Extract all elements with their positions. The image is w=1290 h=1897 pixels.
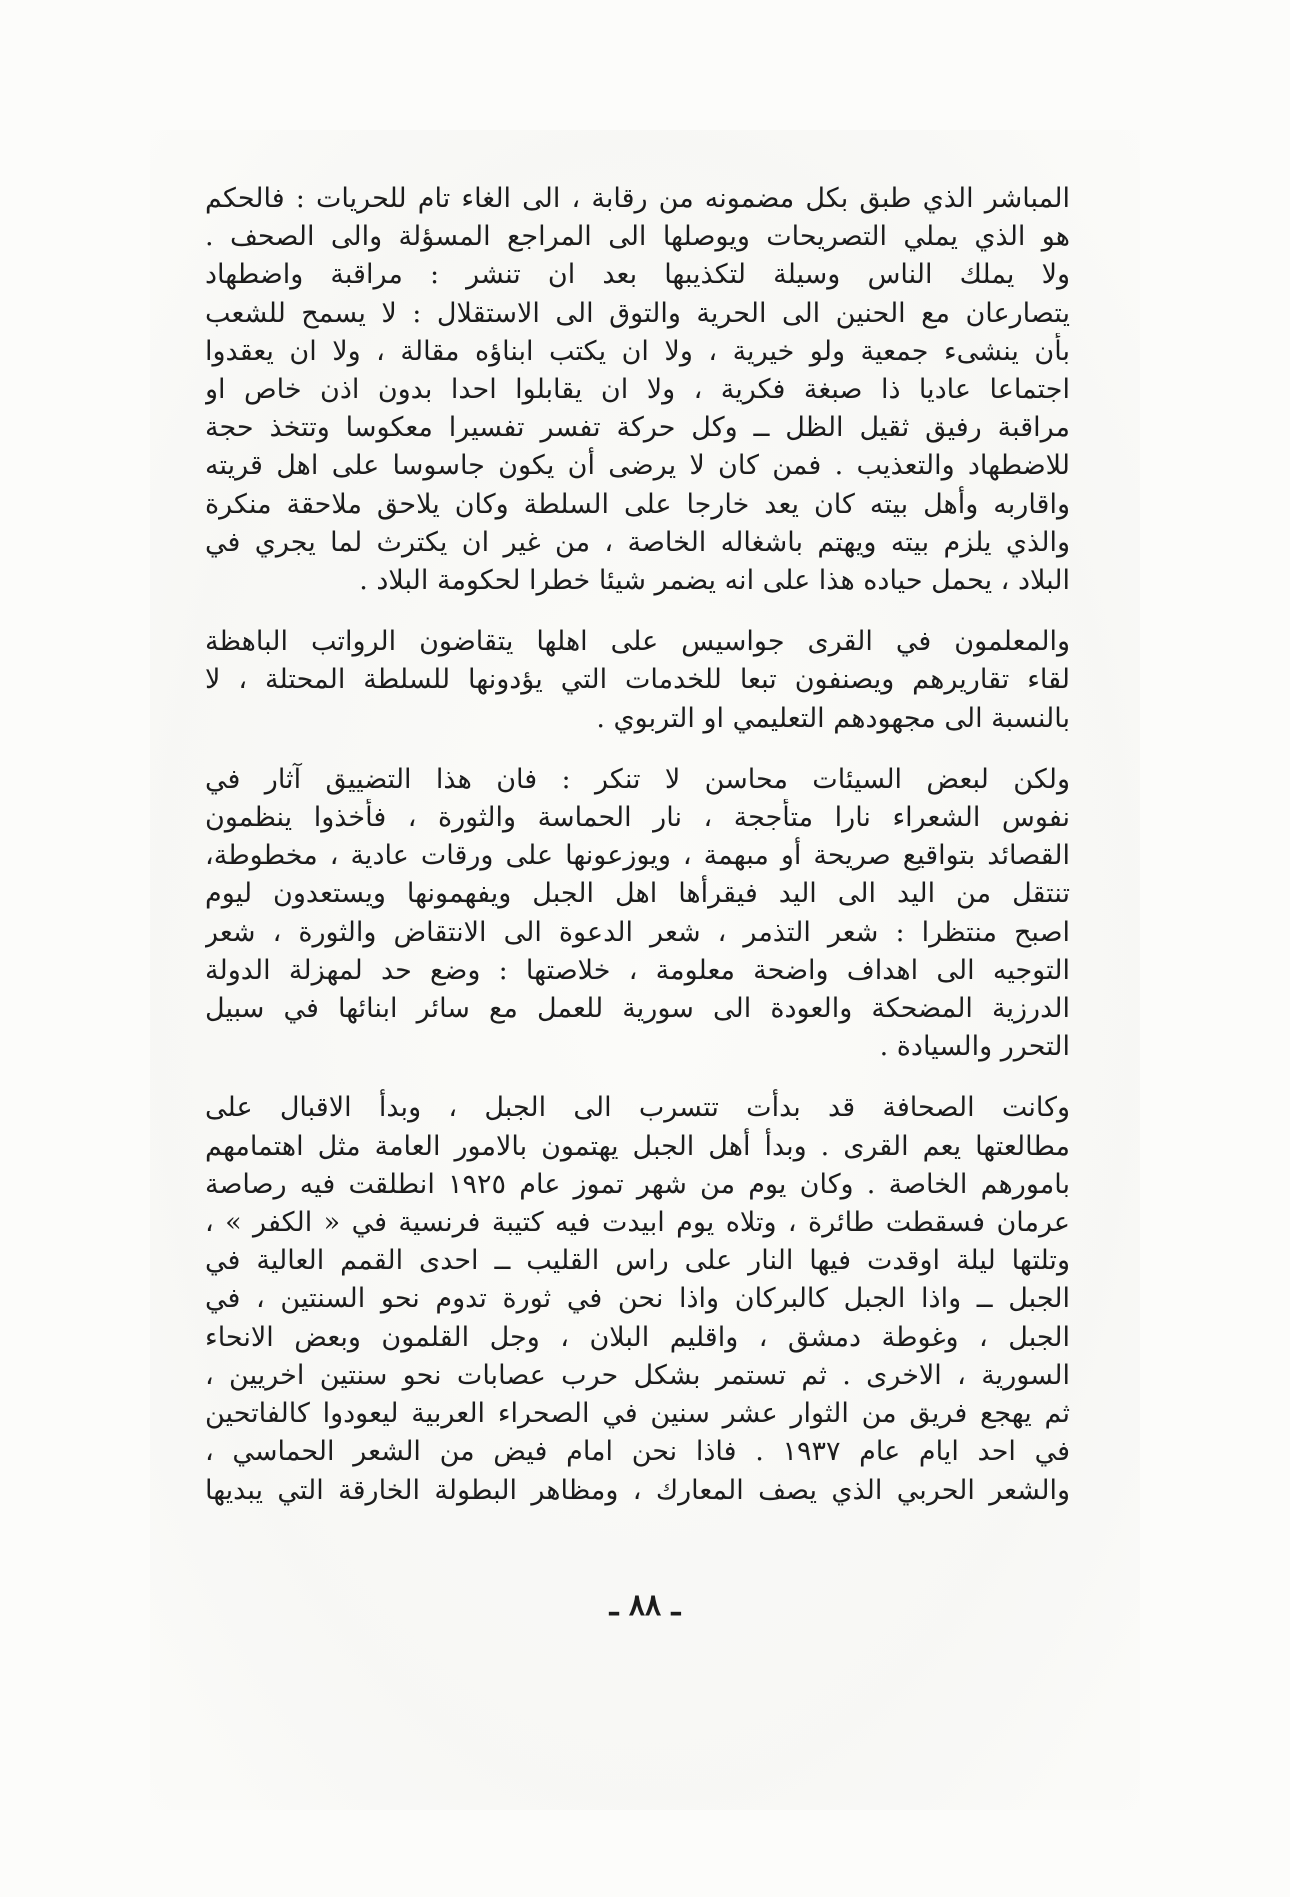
text-line: عرمان فسقطت طائرة ، وتلاه يوم ابيدت فيه كتيبة فرنسية في « الكفر » ، xyxy=(205,1207,1070,1239)
text-line: والمعلمون في القرى جواسيس على اهلها يتقاضون الرواتب الباهظة xyxy=(205,626,1070,658)
text-line: وتلتها ليلة اوقدت فيها النار على راس القليب ــ احدى القمم العالية في xyxy=(205,1245,1070,1277)
text-line: للاضطهاد والتعذيب . فمن كان لا يرضى أن يكون جاسوسا على اهل قريته xyxy=(205,450,1070,482)
text-line: الجبل ، وغوطة دمشق ، واقليم البلان ، وجل القلمون وبعض الانحاء xyxy=(205,1321,1070,1353)
paragraph-1 xyxy=(205,180,1070,600)
text-line: يتصارعان مع الحنين الى الحرية والتوق الى الاستقلال : لا يسمح للشعب xyxy=(205,297,1070,329)
text-line: بالنسبة الى مجهودهم التعليمي او التربوي . xyxy=(596,702,1070,734)
text-line: تنتقل من اليد الى اليد فيقرأها اهل الجبل ويفهمونها ويستعدون ليوم xyxy=(205,878,1070,910)
text-line: ولا يملك الناس وسيلة لتكذيبها بعد ان تنشر : مراقبة واضطهاد xyxy=(205,259,1070,291)
text-line: ولكن لبعض السيئات محاسن لا تنكر : فان هذا التضييق آثار في xyxy=(205,763,1070,795)
text-line: بامورهم الخاصة . وكان يوم من شهر تموز عام ١٩٢٥ انطلقت فيه رصاصة xyxy=(205,1168,1070,1200)
text-line: نفوس الشعراء نارا متأججة ، نار الحماسة والثورة ، فأخذوا ينظمون xyxy=(205,802,1070,834)
text-line: وكانت الصحافة قد بدأت تتسرب الى الجبل ، وبدأ الاقبال على xyxy=(205,1092,1070,1124)
text-line: اصبح منتظرا : شعر التذمر ، شعر الدعوة الى الانتقاض والثورة ، شعر xyxy=(205,916,1070,948)
text-line: مراقبة رفيق ثقيل الظل ــ وكل حركة تفسر تفسيرا معكوسا وتتخذ حجة xyxy=(205,412,1070,444)
text-line: والذي يلزم بيته ويهتم باشغاله الخاصة ، من غير ان يكترث لما يجري في xyxy=(205,526,1070,558)
paragraph-4 xyxy=(205,1089,1070,1509)
text-line: واقاربه وأهل بيته كان يعد خارجا على السلطة وكان يلاحق ملاحقة منكرة xyxy=(205,488,1070,520)
text-line: المباشر الذي طبق بكل مضمونه من رقابة ، الى الغاء تام للحريات : فالحكم xyxy=(205,183,1070,214)
text-line: التحرر والسيادة . xyxy=(879,1031,1070,1063)
text-line: الجبل ــ واذا الجبل كالبركان واذا نحن في ثورة تدوم نحو السنتين ، في xyxy=(205,1283,1070,1315)
text-line: البلاد ، يحمل حياده هذا على انه يضمر شيئا خطرا لحكومة البلاد . xyxy=(359,565,1070,597)
text-line: في احد ايام عام ١٩٣٧ . فاذا نحن امام فيض من الشعر الحماسي ، xyxy=(205,1436,1070,1468)
text-line: القصائد بتواقيع صريحة أو مبهمة ، ويوزعونها على ورقات عادية ، مخطوطة، xyxy=(205,840,1070,872)
text-line: الدرزية المضحكة والعودة الى سورية للعمل مع سائر ابنائها في سبيل xyxy=(205,993,1070,1025)
text-line: اجتماعا عاديا ذا صبغة فكرية ، ولا ان يقابلوا احدا بدون اذن خاص او xyxy=(205,374,1070,406)
text-line: بأن ينشىء جمعية ولو خيرية ، ولا ان يكتب ابناؤه مقالة ، ولا ان يعقدوا xyxy=(205,335,1070,367)
text-line: والشعر الحربي الذي يصف المعارك ، ومظاهر البطولة الخارقة التي يبديها xyxy=(205,1474,1070,1506)
text-line: هو الذي يملي التصريحات ويوصلها الى المراجع المسؤلة والى الصحف . xyxy=(205,221,1070,253)
paragraph-3 xyxy=(205,761,1070,1067)
paragraph-2 xyxy=(205,623,1070,738)
page-number: ـ ٨٨ ـ xyxy=(609,1588,681,1623)
text-line: لقاء تقاريرهم ويصنفون تبعا للخدمات التي يؤدونها للسلطة المحتلة ، لا xyxy=(205,664,1070,696)
text-line: ثم يهجع فريق من الثوار عشر سنين في الصحراء العربية ليعودوا كالفاتحين xyxy=(205,1398,1070,1430)
text-line: مطالعتها يعم القرى . وبدأ أهل الجبل يهتمون بالامور العامة مثل اهتمامهم xyxy=(205,1130,1070,1162)
text-line: التوجيه الى اهداف واضحة معلومة ، خلاصتها : وضع حد لمهزلة الدولة xyxy=(205,954,1070,986)
text-line: السورية ، الاخرى . ثم تستمر بشكل حرب عصابات نحو سنتين اخريين ، xyxy=(205,1359,1070,1391)
body-text xyxy=(205,180,1070,1533)
